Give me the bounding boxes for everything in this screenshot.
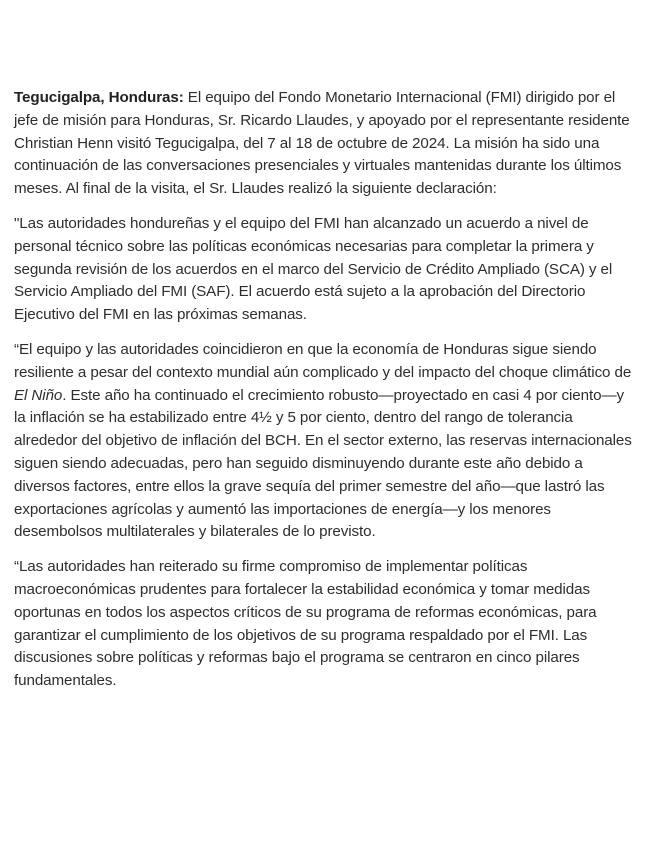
- paragraph-economy-text-2: . Este año ha continuado el crecimiento robusto—proyectado en casi 4 por ciento—y la inflación se ha estabilizado entre 4½ y 5 por ciento, dentro del rango de tolerancia alrededor del objetivo de inflación del BCH. En el sector externo, las reservas internacionales siguen siendo adecuadas, pero han seguido disminuyendo durante este año debido a diversos factores, entre ellos la grave sequía del primer semestre del año—que lastró las exportaciones agrícolas y aumentó las importaciones de energía—y los menores desembolsos multilaterales y bilaterales de lo previsto.: [14, 386, 632, 541]
- paragraph-intro-text: El equipo del Fondo Monetario Internacional (FMI) dirigido por el jefe de misión para Honduras, Sr. Ricardo Llaudes, y apoyado por el representante residente Christian Henn visitó Tegucigalpa, del 7 al 18 de octubre de 2024. La misión ha sido una continuación de las conversaciones presenciales y virtuales mantenidas durante los últimos meses. Al final de la visita, el Sr. Llaudes realizó la siguiente declaración:: [14, 89, 630, 198]
- paragraph-commitment: “Las autoridades han reiterado su firme compromiso de implementar políticas macroeconómicas prudentes para fortalecer la estabilidad económica y tomar medidas oportunas en todos los aspectos críticos de su programa de reformas económicas, para garantizar el cumplimiento de los objetivos de su programa respaldado por el FMI. Las discusiones sobre políticas y reformas bajo el programa se centraron en cinco pilares fundamentales.: [14, 558, 597, 690]
- paragraph-intro: [14, 87, 634, 201]
- article-body: [14, 87, 634, 705]
- dateline: Tegucigalpa, Honduras:: [14, 89, 184, 106]
- paragraph-economy-text-1: “El equipo y las autoridades coincidieron en que la economía de Honduras sigue siendo resiliente a pesar del contexto mundial aún complicado y del impacto del choque climático de: [14, 340, 632, 381]
- el-nino-italic: El Niño: [14, 386, 63, 404]
- paragraph-economy: [14, 339, 634, 544]
- paragraph-agreement: "Las autoridades hondureñas y el equipo del FMI han alcanzado un acuerdo a nivel de personal técnico sobre las políticas económicas necesarias para completar la primera y segunda revisión de los acuerdos en el marco del Servicio de Crédito Ampliado (SCA) y el Servicio Ampliado del FMI (SAF). El acuerdo está sujeto a la aprobación del Directorio Ejecutivo del FMI en las próximas semanas.: [14, 214, 613, 324]
